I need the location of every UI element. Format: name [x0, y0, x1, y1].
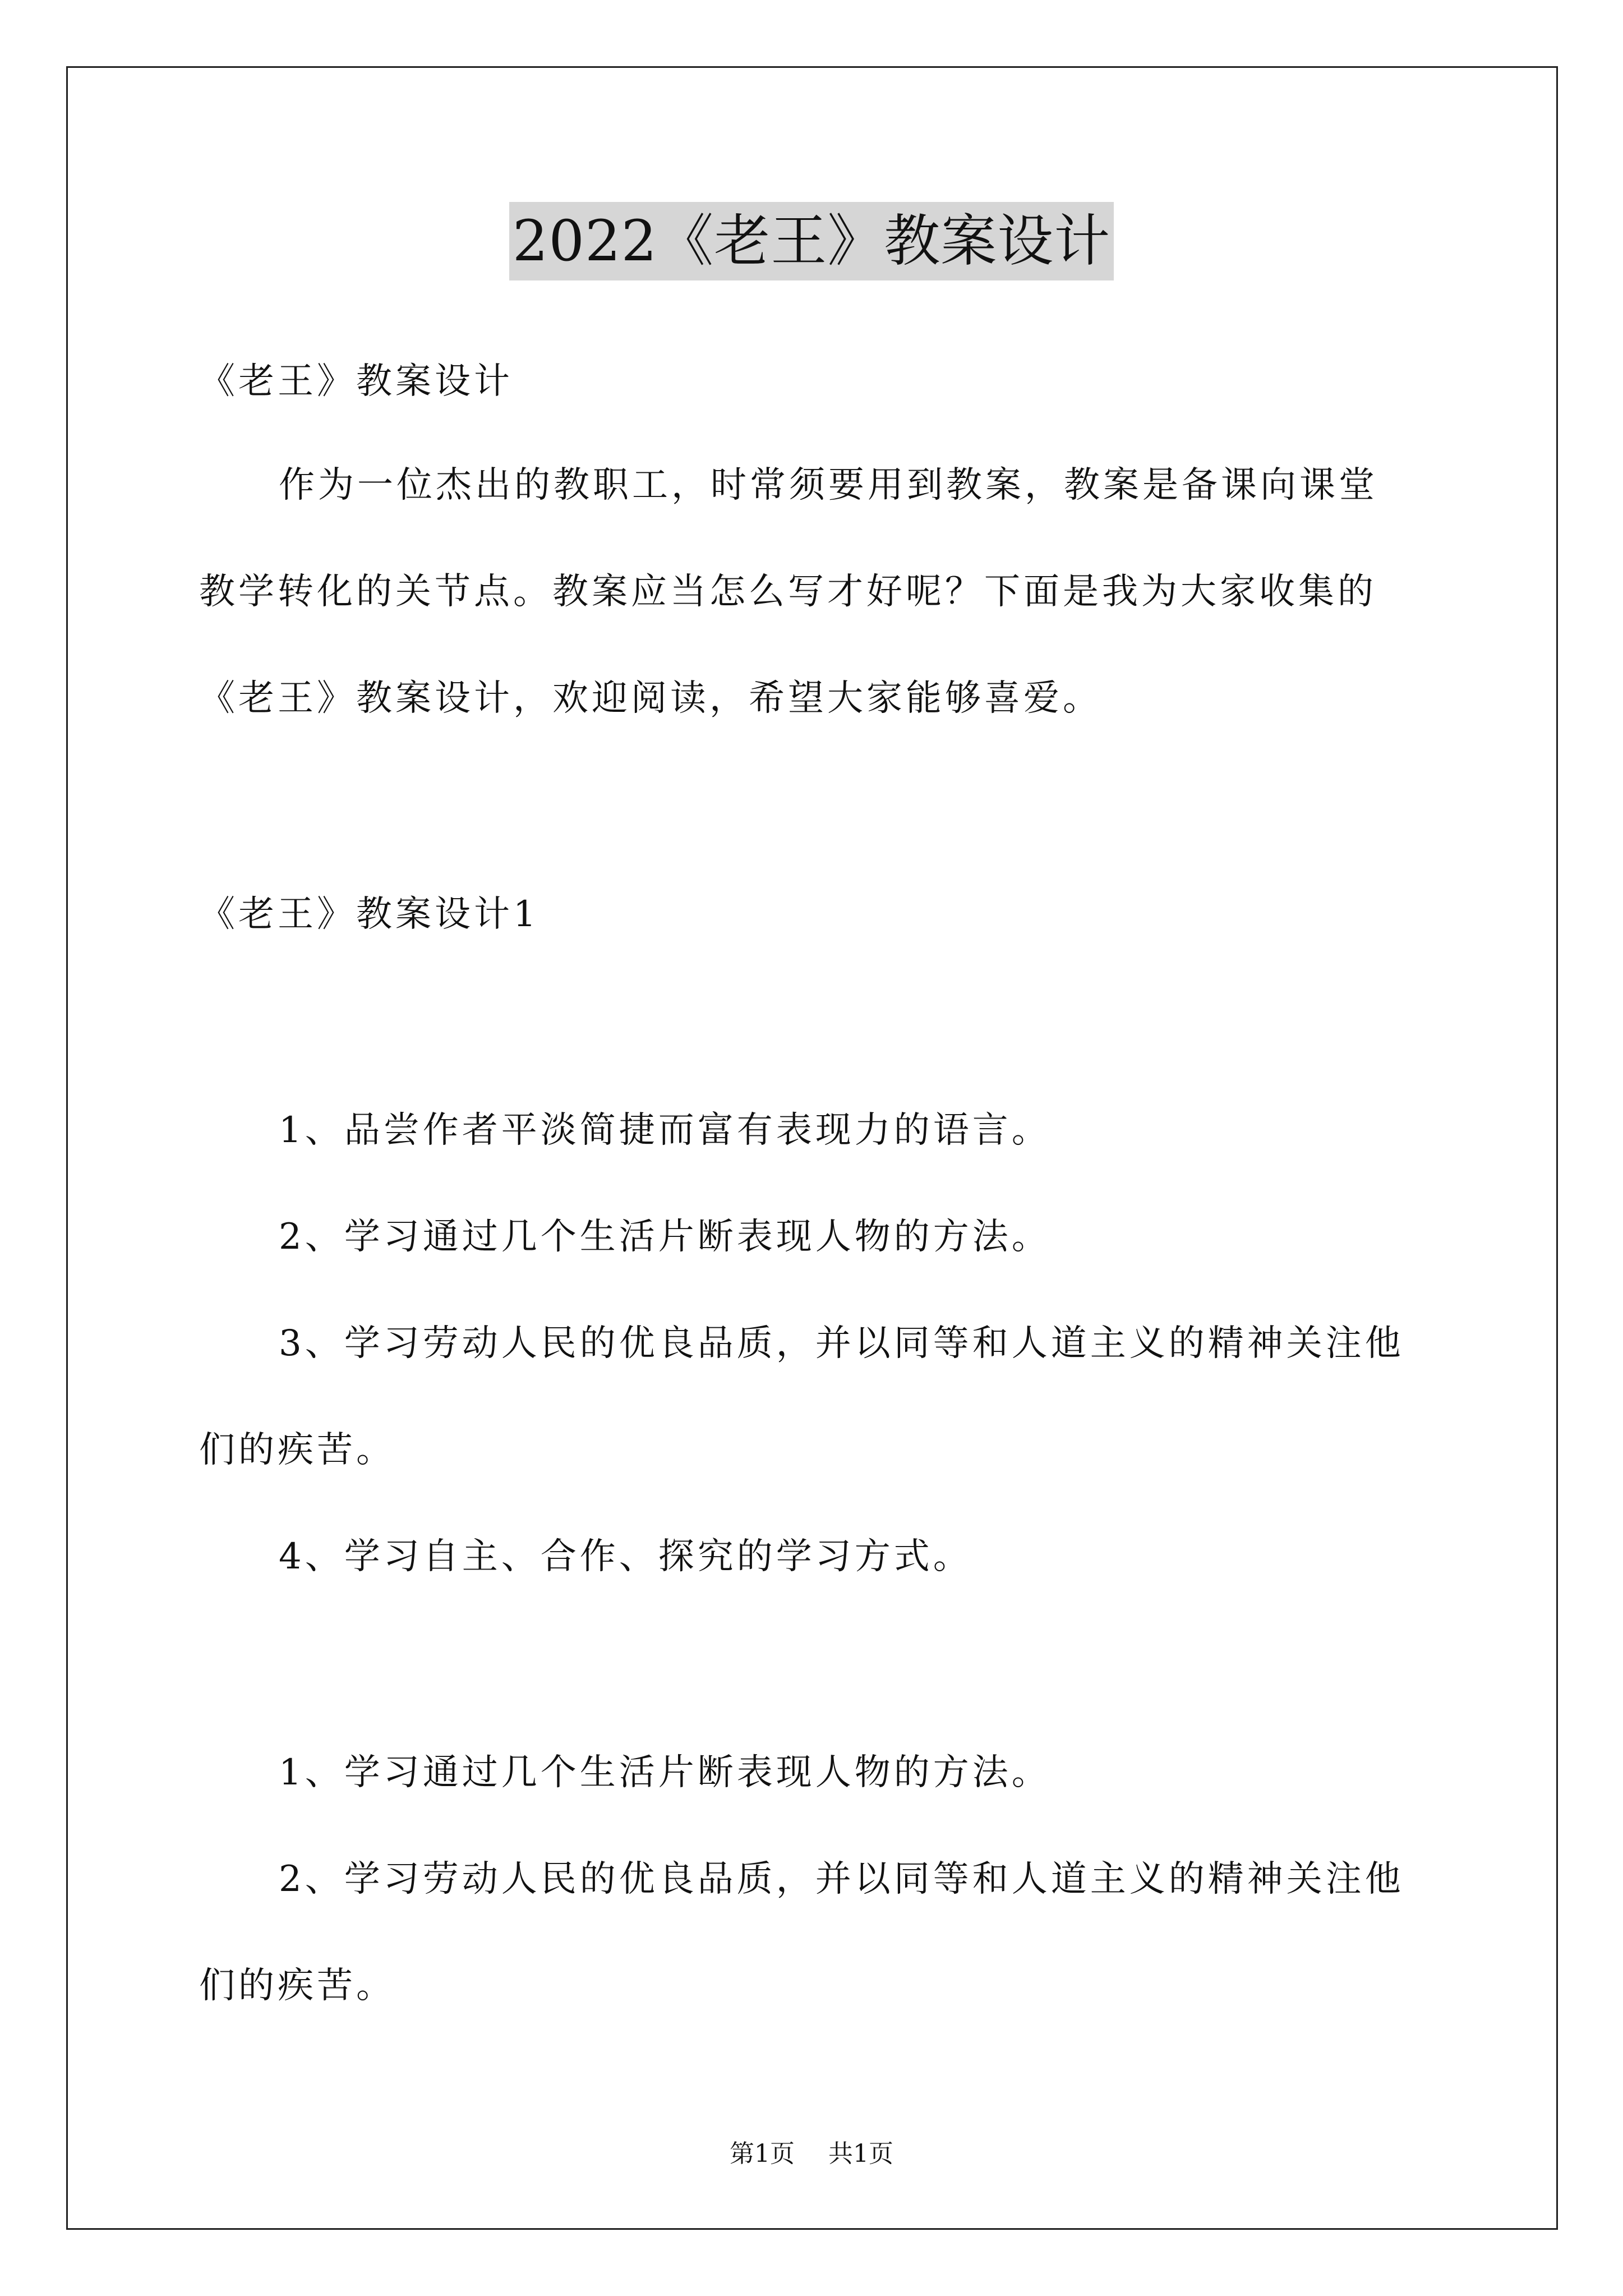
intro-paragraph-line-2: 教学转化的关节点。教案应当怎么写才好呢？下面是我为大家收集的: [199, 571, 1377, 613]
section-heading: 《老王》教案设计1: [199, 894, 540, 935]
key-point-item-2-continued: 们的疾苦。: [199, 1965, 395, 2007]
objective-item-3-continued: 们的疾苦。: [199, 1429, 395, 1471]
key-point-item-1: 1、学习通过几个生活片断表现人物的方法。: [279, 1752, 1051, 1793]
objective-item-1: 1、品尝作者平淡简捷而富有表现力的语言。: [279, 1110, 1051, 1151]
objective-item-4: 4、学习自主、合作、探究的学习方式。: [279, 1536, 972, 1577]
subtitle-line: 《老王》教案设计: [199, 361, 513, 402]
page-number: 第1页: [730, 2139, 795, 2168]
page-footer: [0, 2137, 1623, 2171]
intro-paragraph-line-1: 作为一位杰出的教职工，时常须要用到教案，教案是备课向课堂: [279, 464, 1378, 506]
title-container: [0, 202, 1623, 280]
objective-item-3: 3、学习劳动人民的优良品质，并以同等和人道主义的精神关注他: [279, 1323, 1404, 1364]
page-total: 共1页: [828, 2139, 893, 2168]
intro-paragraph-line-3: 《老王》教案设计，欢迎阅读，希望大家能够喜爱。: [199, 678, 1102, 719]
key-point-item-2: 2、学习劳动人民的优良品质，并以同等和人道主义的精神关注他: [279, 1858, 1404, 1900]
objective-item-2: 2、学习通过几个生活片断表现人物的方法。: [279, 1216, 1051, 1258]
document-title: 2022《老王》教案设计: [509, 202, 1114, 280]
